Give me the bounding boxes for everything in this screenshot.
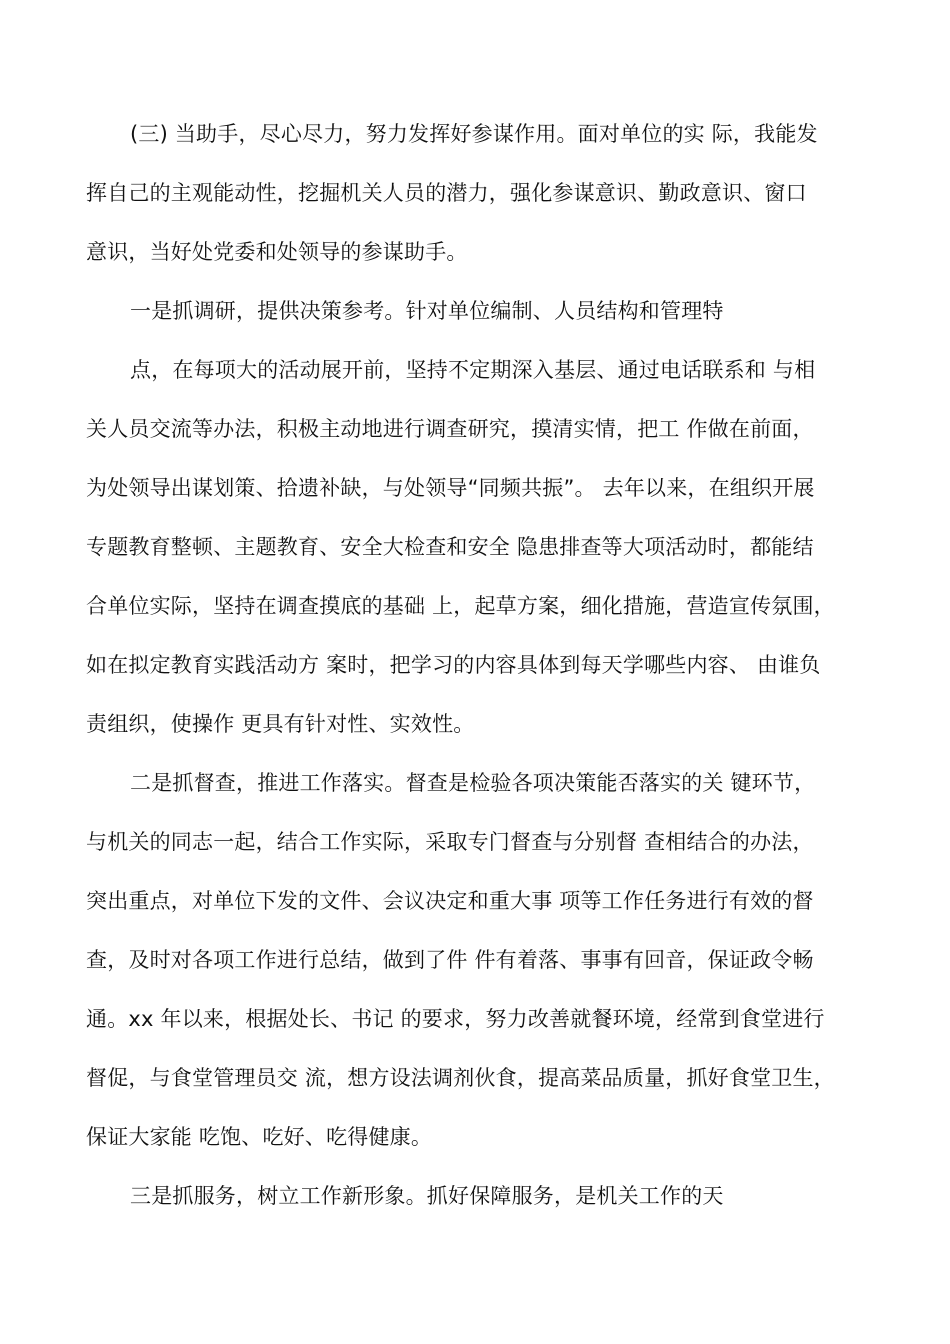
paragraph-supervision-line-7: 保证大家能 吃饱、吃好、吃得健康。	[86, 1125, 433, 1149]
paragraph-3-line-2: 挥自己的主观能动性，挖掘机关人员的潜力，强化参谋意识、勤政意识、窗口	[86, 181, 807, 205]
paragraph-supervision-line-2: 与机关的同志一起，结合工作实际，采取专门督查与分别督 查相结合的办法，	[86, 830, 814, 854]
paragraph-research-line-2: 点，在每项大的活动展开前，坚持不定期深入基层、通过电话联系和 与相	[130, 358, 816, 382]
paragraph-supervision-line-5: 通。xx 年以来，根据处长、书记 的要求，努力改善就餐环境，经常到食堂进行	[86, 1007, 825, 1031]
paragraph-supervision-line-6: 督促，与食堂管理员交 流，想方设法调剂伙食，提高菜品质量，抓好食堂卫生，	[86, 1066, 835, 1090]
paragraph-3-line-3: 意识，当好处党委和处领导的参谋助手。	[86, 240, 468, 264]
paragraph-supervision-line-1: 二是抓督查，推进工作落实。督查是检验各项决策能否落实的关 键环节，	[130, 771, 816, 795]
paragraph-research-line-7: 如在拟定教育实践活动方 案时，把学习的内容具体到每天学哪些内容、 由谁负	[86, 653, 821, 677]
paragraph-research-line-3: 关人员交流等办法，积极主动地进行调查研究，摸清实情，把工 作做在前面，	[86, 417, 814, 441]
paragraph-supervision-line-4: 查，及时对各项工作进行总结，做到了件 件有着落、事事有回音，保证政令畅	[86, 948, 814, 972]
paragraph-research-line-8: 责组织，使操作 更具有针对性、实效性。	[86, 712, 475, 736]
paragraph-supervision-line-3: 突出重点，对单位下发的文件、会议决定和重大事 项等工作任务进行有效的督	[86, 889, 814, 913]
paragraph-research-line-4: 为处领导出谋划策、拾遗补缺，与处领导“同频共振”。 去年以来，在组织开展	[86, 476, 815, 500]
paragraph-research-line-5: 专题教育整顿、主题教育、安全大检查和安全 隐患排查等大项活动时，都能结	[86, 535, 814, 559]
paragraph-3-line-1: (三) 当助手，尽心尽力，努力发挥好参谋作用。面对单位的实 际，我能发	[130, 122, 818, 146]
paragraph-service-line-1: 三是抓服务，树立工作新形象。抓好保障服务，是机关工作的天	[130, 1184, 724, 1208]
paragraph-research-line-1: 一是抓调研，提供决策参考。针对单位编制、人员结构和管理特	[130, 299, 724, 323]
paragraph-research-line-6: 合单位实际，坚持在调查摸底的基础 上，起草方案，细化措施，营造宣传氛围，	[86, 594, 835, 618]
